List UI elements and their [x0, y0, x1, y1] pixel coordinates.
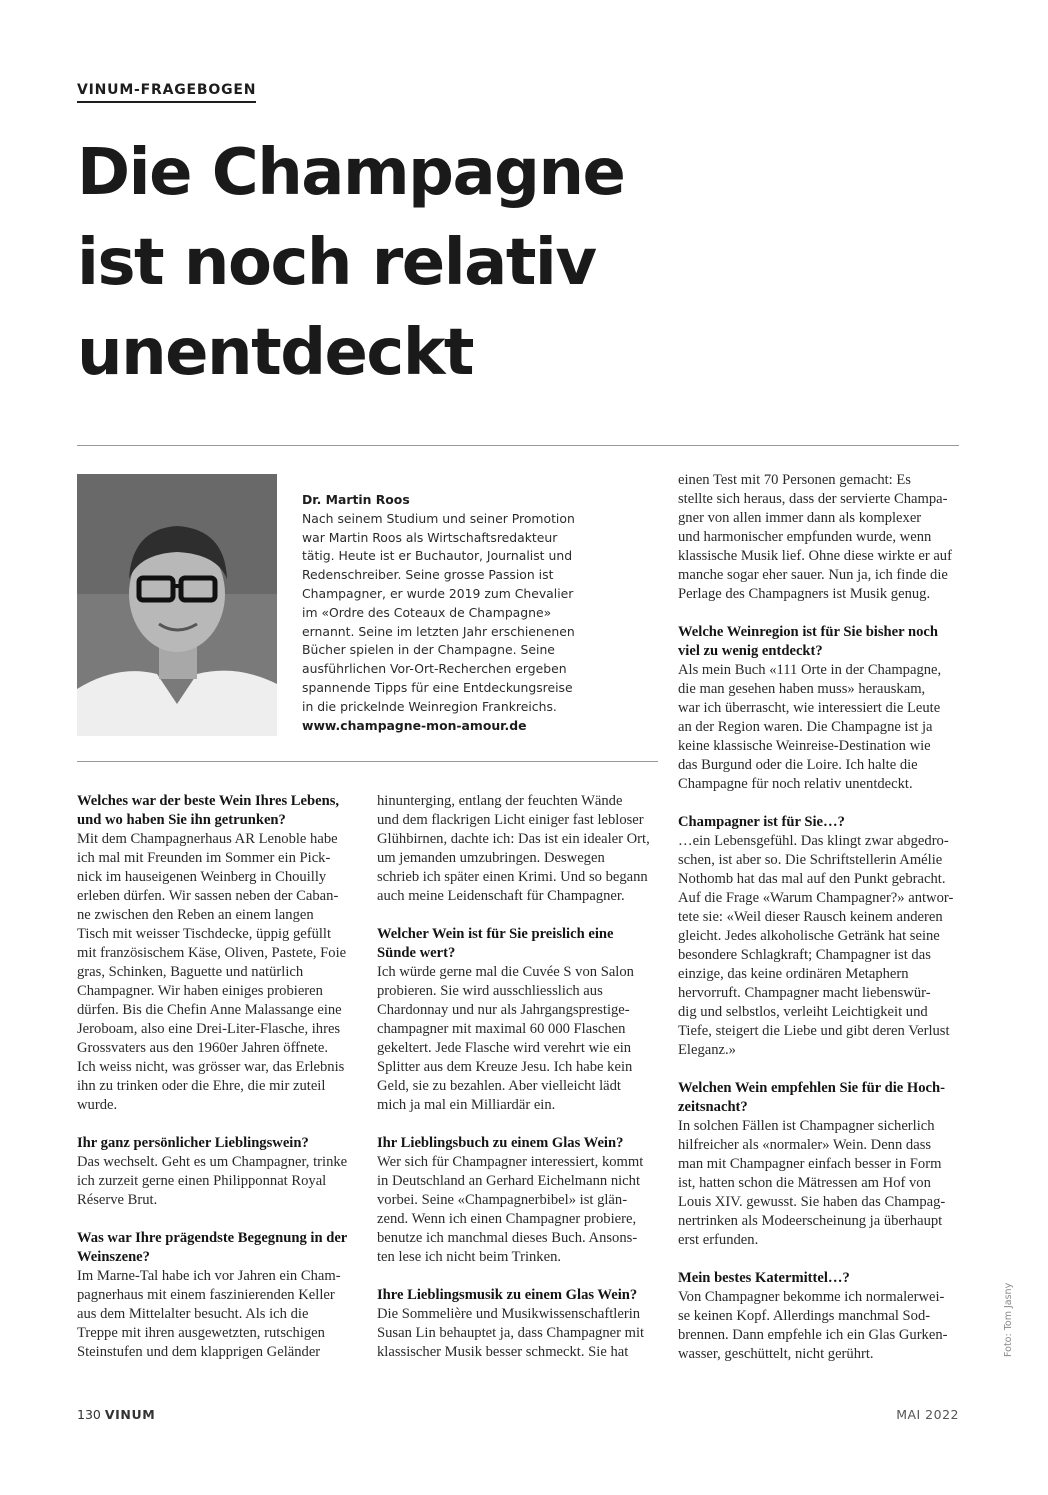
answer-line: erst erfunden. — [678, 1232, 759, 1248]
answer-line: Geld, sie zu bezahlen. Aber vielleicht lädt — [377, 1078, 621, 1094]
bio-line: ausführlichen Vor-Ort-Recherchen ergeben — [302, 661, 567, 677]
answer-line: klassische Musik lief. Ohne diese wirkte er auf — [678, 548, 952, 564]
answer-line: gekeltert. Jede Flasche wird verehrt wie ein — [377, 1040, 632, 1056]
issue-date: MAI 2022 — [896, 1407, 959, 1422]
answer-line: mit französischem Käse, Oliven, Pastete, Foie — [77, 945, 347, 961]
answer-line: Steinstufen und dem klapprigen Geländer — [77, 1344, 321, 1360]
question-line: zeitsnacht? — [678, 1099, 748, 1115]
answer-line: nertrinken als Modeerscheinung ja überhaupt — [678, 1213, 943, 1229]
footer-page-info — [77, 1407, 155, 1422]
question-line: Ihr ganz persönlicher Lieblingswein? — [77, 1135, 309, 1151]
qa-block — [377, 1286, 659, 1362]
answer-line: einzige, das keine ordinären Metaphern — [678, 966, 909, 982]
bio-name: Dr. Martin Roos — [302, 492, 410, 507]
answer-line: die man gesehen haben muss» herauskam, — [678, 681, 926, 697]
answer-line: dürfen. Bis die Chefin Anne Malassange eine — [77, 1002, 342, 1018]
answer-line: Splitter aus dem Kreuze Jesu. Ich habe kein — [377, 1059, 633, 1075]
answer-line: und dem flackrigen Licht einiger fast lebloser — [377, 812, 644, 828]
question-line: Mein bestes Katermittel…? — [678, 1270, 850, 1286]
section-kicker: VINUM-FRAGEBOGEN — [77, 82, 256, 103]
question-line: Ihr Lieblingsbuch zu einem Glas Wein? — [377, 1135, 624, 1151]
qa-block — [678, 813, 960, 1060]
answer-line: In solchen Fällen ist Champagner sicherlich — [678, 1118, 935, 1134]
answer-line: Champagner. Wir haben einiges probieren — [77, 983, 323, 999]
answer-line: Das wechselt. Geht es um Champagner, trinke — [77, 1154, 348, 1170]
question-line: Was war Ihre prägendste Begegnung in der — [77, 1230, 348, 1246]
answer-line: das Burgund oder die Loire. Ich halte die — [678, 757, 918, 773]
question-line: Ihre Lieblingsmusik zu einem Glas Wein? — [377, 1287, 638, 1303]
headline — [77, 128, 624, 398]
answer-line: zend. Wenn ich einen Champagner probiere, — [377, 1211, 637, 1227]
answer-line: ich zurzeit gerne einen Philipponnat Royal — [77, 1173, 327, 1189]
question-line: Welche Weinregion ist für Sie bisher noch — [678, 624, 939, 640]
author-bio — [302, 491, 592, 735]
answer-line: Tisch mit weisser Tischdecke, üppig gefüllt — [77, 926, 332, 942]
answer-line: keine klassische Weinreise-Destination wie — [678, 738, 931, 754]
qa-block — [377, 925, 659, 1115]
question-line: Welches war der beste Wein Ihres Lebens, — [77, 793, 340, 809]
answer-line: …ein Lebensgefühl. Das klingt zwar abgedro- — [678, 833, 949, 849]
portrait-illustration — [77, 474, 277, 736]
question-line: viel zu wenig entdeckt? — [678, 643, 823, 659]
text-column-3 — [678, 471, 960, 1383]
bio-divider — [77, 761, 658, 762]
answer-line: in Deutschland an Gerhard Eichelmann nicht — [377, 1173, 641, 1189]
answer-line: war ich überrascht, wie interessiert die Leute — [678, 700, 941, 716]
answer-line: Wer sich für Champagner interessiert, kommt — [377, 1154, 644, 1170]
qa-block — [377, 1134, 659, 1267]
answer-line: Eleganz.» — [678, 1042, 736, 1058]
answer-line: stellte sich heraus, dass der servierte Champa- — [678, 491, 948, 507]
answer-line: Perlage des Champagners ist Musik genug. — [678, 586, 931, 602]
answer-line: manche sogar eher sauer. Nun ja, ich finde die — [678, 567, 948, 583]
answer-line: Champagne für noch relativ unentdeckt. — [678, 776, 913, 792]
answer-line: Louis XIV. gewusst. Sie haben das Champag- — [678, 1194, 946, 1210]
answer-line: ist, hatten schon die Mätressen am Hof von — [678, 1175, 931, 1191]
answer-line: Grossvaters aus den 1960er Jahren öffnete. — [77, 1040, 328, 1056]
answer-line: gleicht. Jedes alkoholische Getränk hat seine — [678, 928, 940, 944]
answer-line: Chardonnay und nur als Jahrgangsprestige- — [377, 1002, 630, 1018]
answer-line: klassischer Musik besser schmeckt. Sie hat — [377, 1344, 629, 1360]
answer-line: benutze ich manchmal dieses Buch. Ansons- — [377, 1230, 638, 1246]
question-line: Champagner ist für Sie…? — [678, 814, 845, 830]
bio-website-link[interactable]: www.champagne-mon-amour.de — [302, 717, 527, 733]
answer-line: Tiefe, steigert die Liebe und gibt deren Verlust — [678, 1023, 950, 1039]
bio-line: in die prickelnde Weinregion Frankreichs. — [302, 698, 557, 714]
answer-line: Susan Lin behauptet ja, dass Champagner mit — [377, 1325, 645, 1341]
answer-line: schen, ist aber so. Die Schriftstellerin Amélie — [678, 852, 943, 868]
answer-line: besondere Schlagkraft; Champagner ist das — [678, 947, 931, 963]
answer-line: hilfreicher als «normaler» Wein. Denn dass — [678, 1137, 932, 1153]
qa-block — [77, 1229, 359, 1362]
qa-block — [77, 792, 359, 1115]
qa-block — [77, 1134, 359, 1210]
answer-line: man mit Champagner einfach besser in Form — [678, 1156, 942, 1172]
text-column-2 — [377, 792, 659, 1381]
question-line: und wo haben Sie ihn getrunken? — [77, 812, 286, 828]
answer-line: mich ja mal ein Milliardär ein. — [377, 1097, 556, 1113]
bio-line: im «Ordre des Coteaux de Champagne» — [302, 604, 552, 620]
answer-line: dig und selbstlos, verleiht Leichtigkeit und — [678, 1004, 928, 1020]
question-line: Weinszene? — [77, 1249, 150, 1265]
answer-line: ne zwischen den Reben an einem langen — [77, 907, 314, 923]
headline-line: Die Champagne — [77, 136, 625, 210]
answer-line: Im Marne-Tal habe ich vor Jahren ein Cham- — [77, 1268, 341, 1284]
answer-line: tete sie: «Weil dieser Rausch keinem anderen — [678, 909, 943, 925]
answer-line: brennen. Dann empfehle ich ein Glas Gurken- — [678, 1327, 948, 1343]
qa-block — [678, 1269, 960, 1364]
answer-line: Jeroboam, also eine Drei-Liter-Flasche, ihres — [77, 1021, 341, 1037]
qa-block — [678, 471, 960, 604]
question-line: Sünde wert? — [377, 945, 456, 961]
answer-line: ihn zu trinken oder die Ehre, die mir zuteil — [77, 1078, 326, 1094]
answer-line: gras, Schinken, Baguette und natürlich — [77, 964, 304, 980]
qa-block — [678, 623, 960, 794]
answer-line: hervorruft. Champagner macht liebenswür- — [678, 985, 931, 1001]
headline-line: ist noch relativ — [77, 226, 596, 300]
answer-line: Auf die Frage «Warum Champagner?» antwor- — [678, 890, 954, 906]
answer-line: Ich weiss nicht, was grösser war, das Erlebnis — [77, 1059, 345, 1075]
bio-line: Champagner, er wurde 2019 zum Chevalier — [302, 585, 574, 601]
answer-line: hinunterging, entlang der feuchten Wände — [377, 793, 623, 809]
bio-line: Redenschreiber. Seine grosse Passion ist — [302, 567, 554, 583]
bio-line: spannende Tipps für eine Entdeckungsreise — [302, 679, 573, 695]
answer-line: ich mal mit Freunden im Sommer ein Pick- — [77, 850, 331, 866]
answer-line: Treppe mit ihren ausgewetzten, rutschigen — [77, 1325, 325, 1341]
answer-line: einen Test mit 70 Personen gemacht: Es — [678, 472, 911, 488]
bio-line: ernannt. Seine im letzten Jahr erschienenen — [302, 623, 575, 639]
answer-line: wurde. — [77, 1097, 118, 1113]
page-number: 130 — [77, 1407, 101, 1422]
answer-line: auch meine Leidenschaft für Champagner. — [377, 888, 625, 904]
answer-line: und harmonischer empfunden wurde, wenn — [678, 529, 932, 545]
author-portrait — [77, 474, 277, 736]
qa-block — [377, 792, 659, 906]
answer-line: Mit dem Champagnerhaus AR Lenoble habe — [77, 831, 338, 847]
photo-credit: Foto: Tom Jasny — [1003, 1282, 1014, 1357]
answer-line: Glühbirnen, dachte ich: Das ist ein idealer Ort, — [377, 831, 650, 847]
bio-line: tätig. Heute ist er Buchautor, Journalist und — [302, 548, 573, 564]
answer-line: an der Region waren. Die Champagne ist ja — [678, 719, 933, 735]
answer-line: pagnerhaus mit einem faszinierenden Keller — [77, 1287, 335, 1303]
answer-line: Von Champagner bekomme ich normalerwei- — [678, 1289, 945, 1305]
bio-line: Nach seinem Studium und seiner Promotion — [302, 510, 575, 526]
top-divider — [77, 445, 959, 446]
answer-line: Réserve Brut. — [77, 1192, 158, 1208]
question-line: Welchen Wein empfehlen Sie für die Hoch- — [678, 1080, 946, 1096]
answer-line: se keinen Kopf. Allerdings manchmal Sod- — [678, 1308, 931, 1324]
answer-line: um jemanden umzubringen. Deswegen — [377, 850, 605, 866]
answer-line: Die Sommelière und Musikwissenschaftlerin — [377, 1306, 641, 1322]
answer-line: probieren. Sie wird ausschliesslich aus — [377, 983, 603, 999]
answer-line: Ich würde gerne mal die Cuvée S von Salon — [377, 964, 634, 980]
answer-line: aus dem Mittelalter besucht. Als ich die — [77, 1306, 309, 1322]
bio-line: war Martin Roos als Wirtschaftsredakteur — [302, 529, 558, 545]
answer-line: schrieb ich später einen Krimi. Und so begann — [377, 869, 648, 885]
headline-line: unentdeckt — [77, 316, 473, 390]
text-column-1 — [77, 792, 359, 1381]
question-line: Welcher Wein ist für Sie preislich eine — [377, 926, 614, 942]
answer-line: erleben dürfen. Wir sassen neben der Caban- — [77, 888, 339, 904]
magazine-name: VINUM — [104, 1407, 156, 1422]
answer-line: champagner mit maximal 60 000 Flaschen — [377, 1021, 626, 1037]
answer-line: nick im hauseigenen Weinberg in Chouilly — [77, 869, 327, 885]
answer-line: ten lese ich nicht beim Trinken. — [377, 1249, 562, 1265]
answer-line: gner von allen immer dann als komplexer — [678, 510, 922, 526]
answer-line: Als mein Buch «111 Orte in der Champagne, — [678, 662, 942, 678]
bio-line: Bücher spielen in der Champagne. Seine — [302, 642, 555, 658]
answer-line: vorbei. Seine «Champagnerbibel» ist glän- — [377, 1192, 628, 1208]
qa-block — [678, 1079, 960, 1250]
answer-line: wasser, geschüttelt, nicht gerührt. — [678, 1346, 874, 1362]
answer-line: Nothomb hat das mal auf den Punkt gebracht. — [678, 871, 946, 887]
